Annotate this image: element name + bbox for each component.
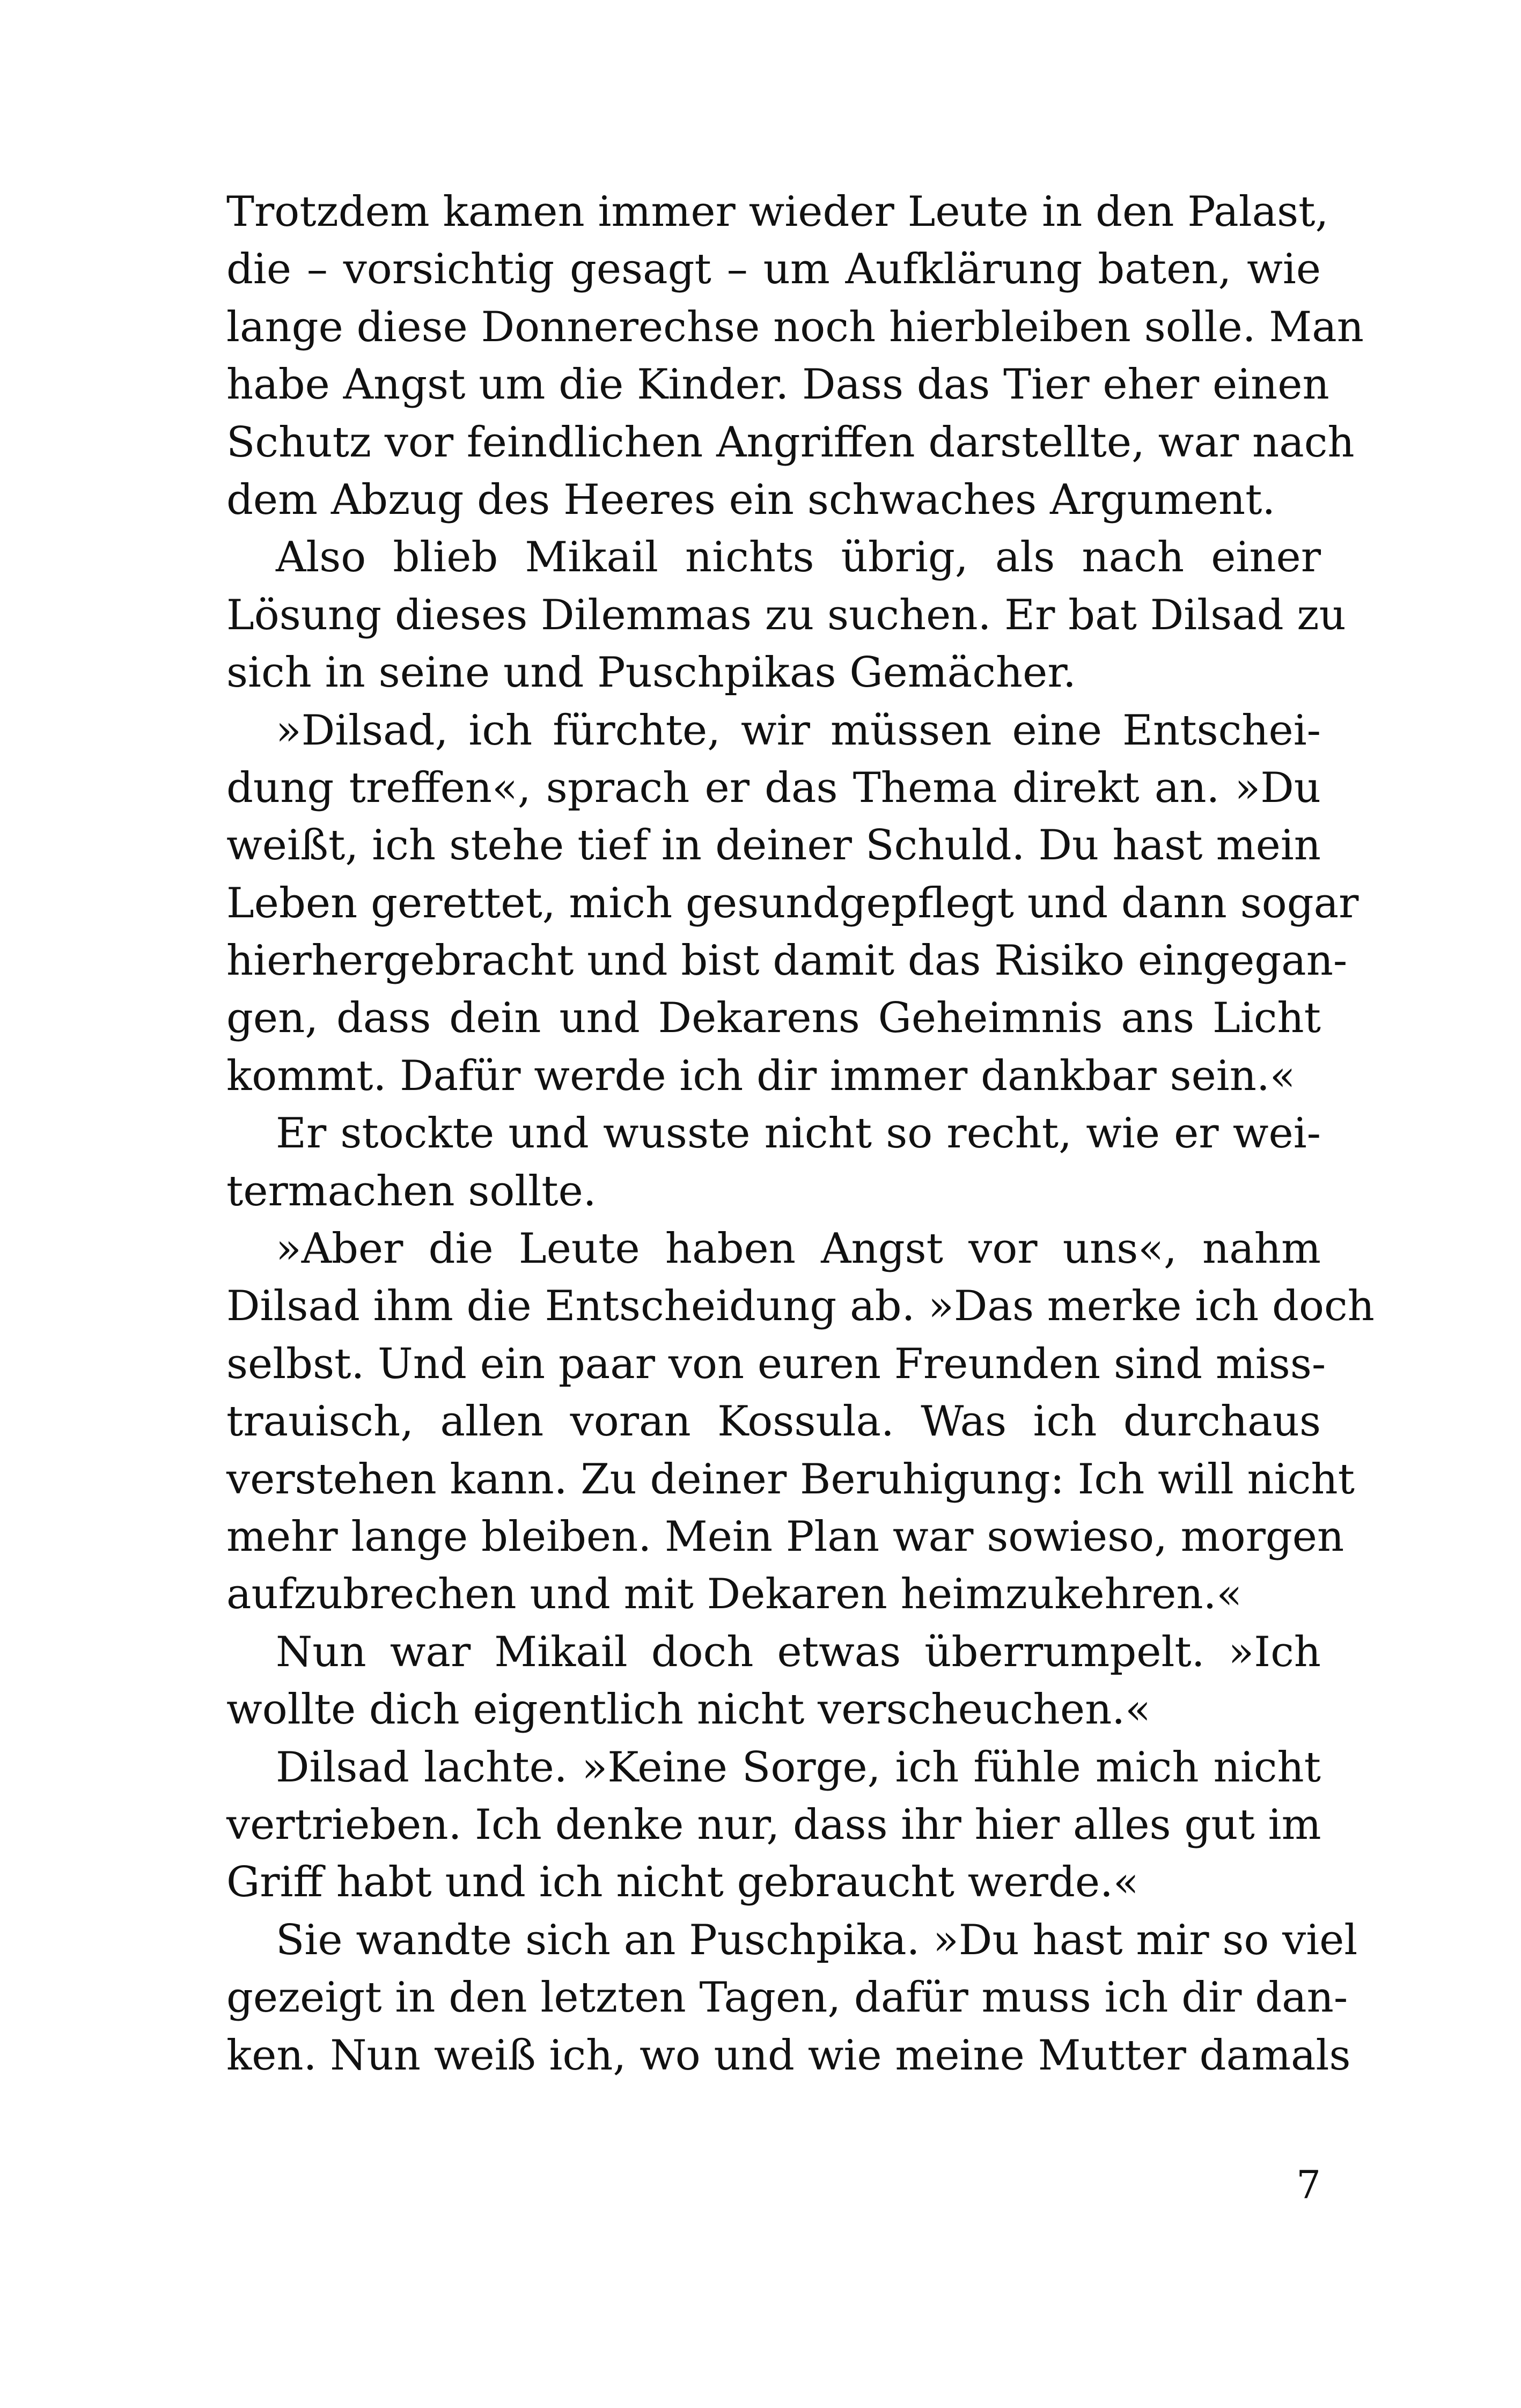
- text-line: gen, dass dein und Dekarens Geheimnis ans Licht: [226, 994, 1321, 1043]
- text-line: Trotzdem kamen immer wieder Leute in den Palast,: [226, 188, 1329, 236]
- text-line: vertrieben. Ich denke nur, dass ihr hier alles gut im: [226, 1800, 1321, 1849]
- text-line: »Dilsad, ich fürchte, wir müssen eine Entschei-: [276, 706, 1321, 755]
- text-line: termachen sollte.: [226, 1167, 597, 1216]
- body-text: [226, 183, 1375, 2085]
- text-line: gezeigt in den letzten Tagen, dafür muss ich dir dan-: [226, 1973, 1348, 2022]
- text-line: hierhergebracht und bist damit das Risiko eingegan-: [226, 937, 1348, 985]
- text-line: mehr lange bleiben. Mein Plan war sowieso, morgen: [226, 1512, 1344, 1561]
- text-line: Leben gerettet, mich gesundgepflegt und dann sogar: [226, 879, 1359, 927]
- text-line: »Aber die Leute haben Angst vor uns«, nahm: [276, 1225, 1321, 1273]
- page-number: 7: [1296, 2162, 1321, 2207]
- text-line: habe Angst um die Kinder. Dass das Tier eher einen: [226, 360, 1329, 409]
- text-line: die – vorsichtig gesagt – um Aufklärung baten, wie: [226, 245, 1321, 294]
- text-line: weißt, ich stehe tief in deiner Schuld. Du hast mein: [226, 821, 1321, 870]
- text-line: verstehen kann. Zu deiner Beruhigung: Ich will nicht: [226, 1455, 1355, 1504]
- text-line: wollte dich eigentlich nicht verscheuchen.«: [226, 1685, 1151, 1734]
- text-line: kommt. Dafür werde ich dir immer dankbar sein.«: [226, 1051, 1296, 1100]
- text-line: Nun war Mikail doch etwas überrumpelt. »Ich: [276, 1628, 1321, 1676]
- text-line: ken. Nun weiß ich, wo und wie meine Mutter damals: [226, 2031, 1351, 2080]
- text-line: Lösung dieses Dilemmas zu suchen. Er bat Dilsad zu: [226, 591, 1346, 639]
- text-line: Er stockte und wusste nicht so recht, wie er wei-: [276, 1109, 1321, 1158]
- text-line: Sie wandte sich an Puschpika. »Du hast mir so viel: [276, 1916, 1358, 1964]
- text-line: dem Abzug des Heeres ein schwaches Argument.: [226, 475, 1276, 524]
- text-line: Schutz vor feindlichen Angriffen darstellte, war nach: [226, 418, 1355, 467]
- text-line: aufzubrechen und mit Dekaren heimzukehren.«: [226, 1570, 1243, 1619]
- text-line: lange diese Donnerechse noch hierbleiben solle. Man: [226, 303, 1364, 351]
- text-line: selbst. Und ein paar von euren Freunden sind miss-: [226, 1339, 1326, 1388]
- text-line: sich in seine und Puschpikas Gemächer.: [226, 649, 1076, 697]
- text-line: trauisch, allen voran Kossula. Was ich durchaus: [226, 1397, 1321, 1446]
- text-line: Dilsad ihm die Entscheidung ab. »Das merke ich doch: [226, 1282, 1375, 1331]
- text-line: Griff habt und ich nicht gebraucht werde.«: [226, 1858, 1139, 1907]
- text-line: Dilsad lachte. »Keine Sorge, ich fühle mich nicht: [276, 1743, 1321, 1792]
- text-line: Also blieb Mikail nichts übrig, als nach einer: [276, 533, 1321, 582]
- text-line: dung treffen«, sprach er das Thema direkt an. »Du: [226, 763, 1321, 812]
